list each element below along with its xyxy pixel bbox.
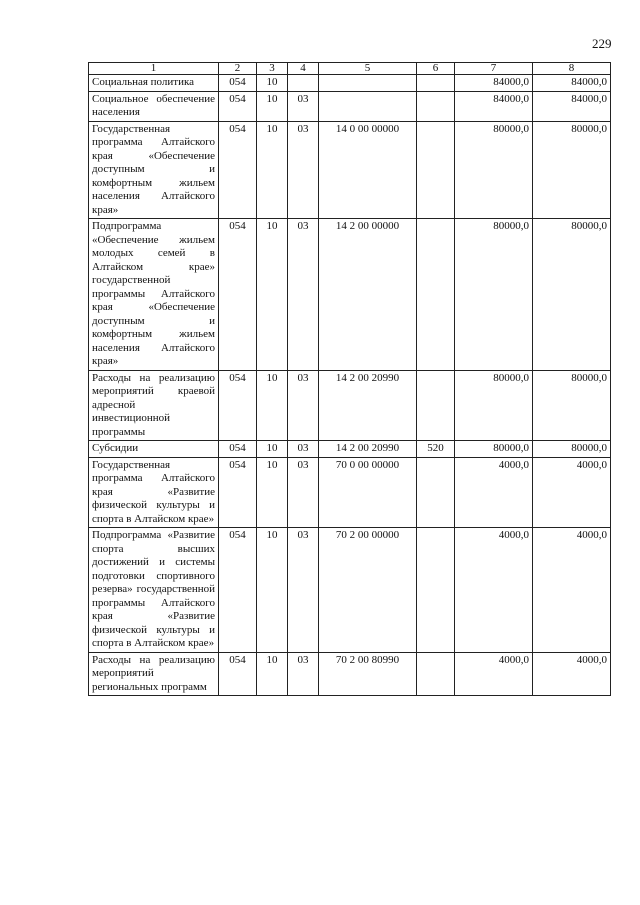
budget-table xyxy=(88,62,611,696)
expense-type-cell xyxy=(417,121,455,219)
subsection-code-cell: 03 xyxy=(288,219,319,371)
subsection-code-cell: 03 xyxy=(288,441,319,458)
header-cell: 3 xyxy=(257,63,288,75)
subsection-code-cell xyxy=(288,75,319,92)
header-cell: 2 xyxy=(219,63,257,75)
table-row xyxy=(89,441,611,458)
subsection-code-cell: 03 xyxy=(288,528,319,653)
page-number: 229 xyxy=(592,36,612,51)
table-row xyxy=(89,75,611,92)
amount-col7-cell: 80000,0 xyxy=(455,219,533,371)
ministry-code-cell: 054 xyxy=(219,457,257,528)
header-cell: 6 xyxy=(417,63,455,75)
ministry-code-cell: 054 xyxy=(219,219,257,371)
table-row xyxy=(89,121,611,219)
amount-col8-cell: 4000,0 xyxy=(533,528,611,653)
header-cell: 8 xyxy=(533,63,611,75)
target-article-cell: 14 2 00 20990 xyxy=(319,370,417,441)
amount-col7-cell: 80000,0 xyxy=(455,370,533,441)
item-name-cell: Расходы на реализацию мероприятий региональных программ xyxy=(89,652,219,696)
amount-col7-cell: 4000,0 xyxy=(455,528,533,653)
amount-col7-cell: 4000,0 xyxy=(455,652,533,696)
amount-col8-cell: 4000,0 xyxy=(533,457,611,528)
subsection-code-cell: 03 xyxy=(288,652,319,696)
table-row xyxy=(89,219,611,371)
expense-type-cell xyxy=(417,75,455,92)
section-code-cell: 10 xyxy=(257,219,288,371)
item-name-cell: Социальная политика xyxy=(89,75,219,92)
header-cell: 4 xyxy=(288,63,319,75)
expense-type-cell xyxy=(417,457,455,528)
expense-type-cell xyxy=(417,528,455,653)
table-header-row xyxy=(89,63,611,75)
section-code-cell: 10 xyxy=(257,528,288,653)
ministry-code-cell: 054 xyxy=(219,652,257,696)
header-cell: 1 xyxy=(89,63,219,75)
ministry-code-cell: 054 xyxy=(219,370,257,441)
target-article-cell: 14 2 00 20990 xyxy=(319,441,417,458)
amount-col7-cell: 84000,0 xyxy=(455,75,533,92)
section-code-cell: 10 xyxy=(257,91,288,121)
target-article-cell: 70 2 00 00000 xyxy=(319,528,417,653)
amount-col7-cell: 84000,0 xyxy=(455,91,533,121)
section-code-cell: 10 xyxy=(257,121,288,219)
amount-col8-cell: 80000,0 xyxy=(533,219,611,371)
ministry-code-cell: 054 xyxy=(219,91,257,121)
amount-col8-cell: 4000,0 xyxy=(533,652,611,696)
target-article-cell: 14 0 00 00000 xyxy=(319,121,417,219)
item-name-cell: Расходы на реализацию мероприятий краевой адресной инвестиционной программы xyxy=(89,370,219,441)
table-row xyxy=(89,457,611,528)
amount-col8-cell: 80000,0 xyxy=(533,121,611,219)
section-code-cell: 10 xyxy=(257,457,288,528)
item-name-cell: Подпрограмма «Развитие спорта высших достижений и системы подготовки спортивного резерва» государственной программы Алтайского края «Развитие физической культуры и спорта в Алтайском крае» xyxy=(89,528,219,653)
subsection-code-cell: 03 xyxy=(288,121,319,219)
target-article-cell: 70 2 00 80990 xyxy=(319,652,417,696)
ministry-code-cell: 054 xyxy=(219,528,257,653)
subsection-code-cell: 03 xyxy=(288,370,319,441)
expense-type-cell: 520 xyxy=(417,441,455,458)
item-name-cell: Государственная программа Алтайского края «Обеспечение доступным и комфортным жильем населения Алтайского края» xyxy=(89,121,219,219)
expense-type-cell xyxy=(417,652,455,696)
amount-col8-cell: 80000,0 xyxy=(533,370,611,441)
section-code-cell: 10 xyxy=(257,370,288,441)
amount-col8-cell: 84000,0 xyxy=(533,75,611,92)
target-article-cell: 14 2 00 00000 xyxy=(319,219,417,371)
amount-col7-cell: 80000,0 xyxy=(455,441,533,458)
ministry-code-cell: 054 xyxy=(219,121,257,219)
amount-col8-cell: 84000,0 xyxy=(533,91,611,121)
table-row xyxy=(89,652,611,696)
section-code-cell: 10 xyxy=(257,75,288,92)
table-row xyxy=(89,91,611,121)
expense-type-cell xyxy=(417,91,455,121)
item-name-cell: Субсидии xyxy=(89,441,219,458)
header-cell: 7 xyxy=(455,63,533,75)
ministry-code-cell: 054 xyxy=(219,441,257,458)
table-row xyxy=(89,370,611,441)
target-article-cell: 70 0 00 00000 xyxy=(319,457,417,528)
subsection-code-cell: 03 xyxy=(288,91,319,121)
section-code-cell: 10 xyxy=(257,441,288,458)
target-article-cell xyxy=(319,75,417,92)
table-row xyxy=(89,528,611,653)
subsection-code-cell: 03 xyxy=(288,457,319,528)
expense-type-cell xyxy=(417,219,455,371)
ministry-code-cell: 054 xyxy=(219,75,257,92)
amount-col8-cell: 80000,0 xyxy=(533,441,611,458)
expense-type-cell xyxy=(417,370,455,441)
header-cell: 5 xyxy=(319,63,417,75)
section-code-cell: 10 xyxy=(257,652,288,696)
item-name-cell: Государственная программа Алтайского края «Развитие физической культуры и спорта в Алтайском крае» xyxy=(89,457,219,528)
amount-col7-cell: 80000,0 xyxy=(455,121,533,219)
item-name-cell: Подпрограмма «Обеспечение жильем молодых семей в Алтайском крае» государственной программы Алтайского края «Обеспечение доступным и комфортным жильем населения Алтайского края» xyxy=(89,219,219,371)
target-article-cell xyxy=(319,91,417,121)
item-name-cell: Социальное обеспечение населения xyxy=(89,91,219,121)
amount-col7-cell: 4000,0 xyxy=(455,457,533,528)
